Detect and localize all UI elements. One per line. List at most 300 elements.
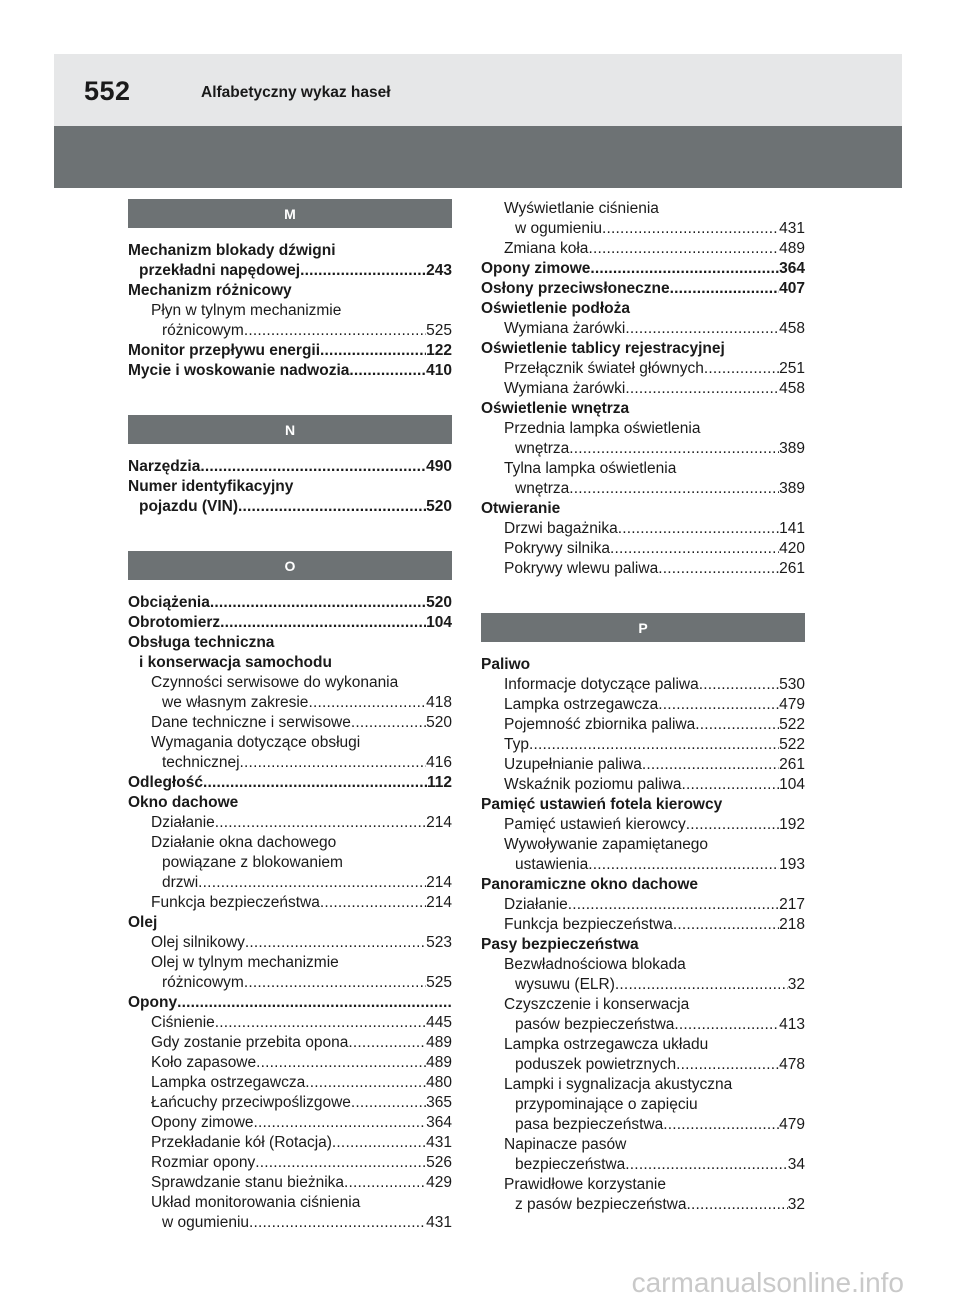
index-entry-text: Otwieranie xyxy=(481,500,561,517)
dot-leader xyxy=(681,775,779,795)
index-entry-text: w ogumieniu xyxy=(515,220,603,237)
index-entry-page[interactable]: 522 xyxy=(779,716,805,733)
index-entry-page[interactable]: 489 xyxy=(426,1054,452,1071)
section-band xyxy=(54,126,902,188)
dot-leader xyxy=(351,1093,426,1113)
index-entry-page[interactable]: 416 xyxy=(426,754,452,771)
index-entry xyxy=(128,1073,452,1093)
index-entry-text: wysuwu (ELR) xyxy=(515,976,615,993)
dot-leader xyxy=(618,519,779,539)
index-entry xyxy=(128,973,452,993)
index-entry xyxy=(481,459,805,479)
letter-heading-p: P xyxy=(481,613,805,642)
index-entry-text: bezpieczeństwa xyxy=(515,1156,626,1173)
dot-leader xyxy=(177,993,452,1013)
index-entry-text: Numer identyfikacyjny xyxy=(128,478,294,495)
index-entry xyxy=(481,559,805,579)
index-entry-text: Opony xyxy=(128,994,178,1011)
index-entry xyxy=(481,199,805,219)
index-entry xyxy=(128,1173,452,1193)
index-entry-text: Układ monitorowania ciśnienia xyxy=(151,1194,361,1211)
index-entry xyxy=(128,853,452,873)
index-entry xyxy=(481,359,805,379)
dot-leader xyxy=(673,915,779,935)
index-entry-text: Obciążenia xyxy=(128,594,210,611)
index-entry xyxy=(128,873,452,893)
index-entry-page[interactable]: 479 xyxy=(779,696,805,713)
index-entry-page[interactable]: 217 xyxy=(779,896,805,913)
index-entry-text: Dane techniczne i serwisowe xyxy=(151,714,351,731)
index-entry xyxy=(481,259,805,279)
index-entry-text: Narzędzia xyxy=(128,458,201,475)
index-entry-text: Działanie xyxy=(504,896,568,913)
dot-leader xyxy=(590,259,779,279)
index-entry-text: Panoramiczne okno dachowe xyxy=(481,876,699,893)
dot-leader xyxy=(200,457,426,477)
index-entry-page[interactable]: 243 xyxy=(426,262,452,279)
index-entry xyxy=(128,301,452,321)
index-entry-text: Odległość xyxy=(128,774,203,791)
index-entry xyxy=(481,895,805,915)
dot-leader xyxy=(351,713,426,733)
index-entry-page[interactable]: 478 xyxy=(779,1056,805,1073)
index-entry-text: Sprawdzanie stanu bieżnika xyxy=(151,1174,345,1191)
index-entry-text: ustawienia xyxy=(515,856,589,873)
dot-leader xyxy=(529,735,779,755)
dot-leader xyxy=(240,753,427,773)
index-entry-text: Pokrywy silnika xyxy=(504,540,610,557)
index-entry-text: Oświetlenie podłoża xyxy=(481,300,630,317)
index-entry xyxy=(481,1195,805,1215)
index-entry-text: Olej w tylnym mechanizmie xyxy=(151,954,339,971)
dot-leader xyxy=(198,873,426,893)
index-entry-text: przekładni napędowej xyxy=(139,262,301,279)
index-entry-page[interactable]: 420 xyxy=(779,540,805,557)
index-entry xyxy=(481,239,805,259)
dot-leader xyxy=(308,693,426,713)
index-entry xyxy=(128,753,452,773)
index-entry xyxy=(128,497,452,517)
index-entry xyxy=(481,1135,805,1155)
index-entry-text: Przełącznik świateł głównych xyxy=(504,360,704,377)
index-entry xyxy=(481,835,805,855)
index-entry xyxy=(481,695,805,715)
index-entry-text: Ciśnienie xyxy=(151,1014,215,1031)
index-entry xyxy=(128,913,452,933)
index-entry xyxy=(481,1155,805,1175)
dot-leader xyxy=(256,1053,426,1073)
dot-leader xyxy=(686,815,779,835)
index-entry-text: Pokrywy wlewu paliwa xyxy=(504,560,659,577)
index-entry-page[interactable]: 431 xyxy=(426,1134,452,1151)
index-entry-page[interactable]: 520 xyxy=(426,498,452,515)
index-entry-page[interactable]: 214 xyxy=(426,894,452,911)
index-entry xyxy=(128,833,452,853)
index-entry-text: Napinacze pasów xyxy=(504,1136,627,1153)
letter-heading-n: N xyxy=(128,415,452,444)
index-entry-text: Rozmiar opony xyxy=(151,1154,256,1171)
index-entry xyxy=(481,1075,805,1095)
index-entry-page[interactable]: 104 xyxy=(426,614,452,631)
index-group-p xyxy=(481,655,805,1215)
dot-leader xyxy=(249,1213,426,1233)
watermark: carmanualsonline.info xyxy=(631,1267,904,1298)
index-entry xyxy=(128,341,452,361)
dot-leader xyxy=(215,813,426,833)
index-entry xyxy=(128,1153,452,1173)
index-entry-text: Wymiana żarówki xyxy=(504,320,626,337)
index-entry xyxy=(128,1113,452,1133)
index-entry xyxy=(481,715,805,735)
index-entry-text: Pamięć ustawień fotela kierowcy xyxy=(481,796,723,813)
index-entry-text: Bezwładnościowa blokada xyxy=(504,956,686,973)
index-group-m xyxy=(128,241,452,381)
index-entry xyxy=(128,477,452,497)
index-entry-text: Pasy bezpieczeństwa xyxy=(481,936,639,953)
index-entry xyxy=(481,279,805,299)
index-entry xyxy=(481,675,805,695)
dot-leader xyxy=(254,1113,427,1133)
dot-leader xyxy=(625,319,779,339)
index-entry-page[interactable]: 413 xyxy=(779,1016,805,1033)
index-entry-text: Czynności serwisowe do wykonania xyxy=(151,674,399,691)
index-entry-page[interactable]: 32 xyxy=(787,1196,805,1213)
index-entry xyxy=(128,673,452,693)
dot-leader xyxy=(676,1055,779,1075)
index-entry-text: Przednia lampka oświetlenia xyxy=(504,420,701,437)
index-entry-page[interactable]: 32 xyxy=(787,976,805,993)
index-entry-text: drzwi xyxy=(162,874,199,891)
index-entry-page[interactable]: 410 xyxy=(426,362,452,379)
index-entry-text: Tylna lampka oświetlenia xyxy=(504,460,677,477)
page-number: 552 xyxy=(84,76,131,106)
index-entry xyxy=(481,795,805,815)
dot-leader xyxy=(245,933,426,953)
index-entry-page[interactable]: 530 xyxy=(779,676,805,693)
index-entry xyxy=(128,693,452,713)
page-title: Alfabetyczny wykaz haseł xyxy=(201,84,391,101)
index-entry xyxy=(481,995,805,1015)
dot-leader xyxy=(348,1033,426,1053)
index-entry-text: Zmiana koła xyxy=(504,240,589,257)
index-entry xyxy=(128,1093,452,1113)
index-entry xyxy=(128,261,452,281)
index-entry xyxy=(128,993,452,1013)
index-entry-text: Mechanizm blokady dźwigni xyxy=(128,242,336,259)
index-entry-page[interactable]: 522 xyxy=(779,736,805,753)
index-entry-page[interactable]: 214 xyxy=(426,874,452,891)
index-entry-text: Działanie okna dachowego xyxy=(151,834,337,851)
dot-leader xyxy=(568,895,779,915)
index-entry-text: Olej silnikowy xyxy=(151,934,245,951)
dot-leader xyxy=(588,239,779,259)
index-entry-text: Pojemność zbiornika paliwa xyxy=(504,716,696,733)
dot-leader xyxy=(686,1195,787,1215)
index-entry xyxy=(481,755,805,775)
index-column-right xyxy=(481,199,805,1215)
dot-leader xyxy=(625,379,779,399)
index-entry-page[interactable]: 525 xyxy=(426,974,452,991)
dot-leader xyxy=(569,439,779,459)
index-entry-text: Lampka ostrzegawcza xyxy=(151,1074,306,1091)
index-entry xyxy=(128,1033,452,1053)
dot-leader xyxy=(674,1015,779,1035)
index-entry xyxy=(128,653,452,673)
dot-leader xyxy=(215,1013,426,1033)
dot-leader xyxy=(332,1133,426,1153)
index-entry-page[interactable]: 192 xyxy=(779,816,805,833)
dot-leader xyxy=(220,613,426,633)
index-entry-text: Obsługa techniczna xyxy=(128,634,275,651)
index-entry xyxy=(128,893,452,913)
index-entry xyxy=(481,499,805,519)
dot-leader xyxy=(695,715,779,735)
index-entry-page[interactable]: 431 xyxy=(779,220,805,237)
index-entry-text: powiązane z blokowaniem xyxy=(162,854,343,871)
index-entry-text: Funkcja bezpieczeństwa xyxy=(151,894,320,911)
dot-leader xyxy=(658,695,779,715)
index-entry-text: Łańcuchy przeciwpoślizgowe xyxy=(151,1094,351,1111)
index-entry xyxy=(481,1015,805,1035)
index-entry-text: Olej xyxy=(128,914,158,931)
index-entry-text: Osłony przeciwsłoneczne xyxy=(481,280,670,297)
index-entry xyxy=(481,955,805,975)
index-entry-page[interactable]: 523 xyxy=(426,934,452,951)
index-entry xyxy=(128,1053,452,1073)
index-entry xyxy=(481,1035,805,1055)
index-entry xyxy=(481,419,805,439)
index-entry-page[interactable]: 261 xyxy=(779,756,805,773)
index-entry-text: Informacje dotyczące paliwa xyxy=(504,676,699,693)
index-entry xyxy=(481,875,805,895)
dot-leader xyxy=(238,497,426,517)
index-entry-page[interactable]: 445 xyxy=(426,1014,452,1031)
index-entry-text: Opony zimowe xyxy=(151,1114,254,1131)
index-entry xyxy=(481,479,805,499)
index-entry-text: Czyszczenie i konserwacja xyxy=(504,996,690,1013)
index-entry xyxy=(128,1133,452,1153)
index-entry xyxy=(481,539,805,559)
index-entry xyxy=(481,655,805,675)
index-entry xyxy=(128,361,452,381)
index-entry-text: Oświetlenie tablicy rejestracyjnej xyxy=(481,340,725,357)
index-entry xyxy=(481,1115,805,1135)
index-entry-text: Przekładanie kół (Rotacja) xyxy=(151,1134,332,1151)
index-entry-text: Funkcja bezpieczeństwa xyxy=(504,916,673,933)
index-entry-text: Opony zimowe xyxy=(481,260,591,277)
index-entry-text: różnicowym xyxy=(162,974,244,991)
index-entry xyxy=(481,775,805,795)
index-entry-page[interactable]: 458 xyxy=(779,380,805,397)
index-entry-page[interactable]: 112 xyxy=(426,774,452,791)
dot-leader xyxy=(300,261,426,281)
index-entry xyxy=(128,633,452,653)
index-entry xyxy=(481,735,805,755)
index-entry xyxy=(481,1175,805,1195)
dot-leader xyxy=(320,341,426,361)
index-entry xyxy=(128,1213,452,1233)
index-entry-page[interactable]: 407 xyxy=(779,280,805,297)
index-entry-text: Wywoływanie zapamiętanego xyxy=(504,836,709,853)
index-entry-text: we własnym zakresie xyxy=(162,694,309,711)
index-entry-page[interactable]: 193 xyxy=(779,856,805,873)
index-entry-text: Wymagania dotyczące obsługi xyxy=(151,734,361,751)
index-entry-page[interactable]: 104 xyxy=(779,776,805,793)
index-entry xyxy=(481,855,805,875)
index-entry-page[interactable]: 364 xyxy=(426,1114,452,1131)
index-entry xyxy=(128,813,452,833)
dot-leader xyxy=(615,975,788,995)
index-entry-page[interactable]: 389 xyxy=(779,480,805,497)
dot-leader xyxy=(569,479,779,499)
index-entry xyxy=(481,915,805,935)
index-entry-page[interactable]: 218 xyxy=(779,916,805,933)
index-entry-page[interactable]: 520 xyxy=(426,594,452,611)
index-entry-page[interactable]: 251 xyxy=(779,360,805,377)
index-group-o xyxy=(128,593,452,1233)
index-entry-text: Wskaźnik poziomu paliwa xyxy=(504,776,682,793)
index-entry xyxy=(481,519,805,539)
index-entry-page[interactable]: 389 xyxy=(779,440,805,457)
index-entry xyxy=(481,399,805,419)
index-entry-text: przypominające o zapięciu xyxy=(515,1096,698,1113)
index-entry-page[interactable]: 480 xyxy=(426,1074,452,1091)
index-entry-text: z pasów bezpieczeństwa xyxy=(515,1196,687,1213)
dot-leader xyxy=(344,1173,426,1193)
index-entry xyxy=(481,439,805,459)
index-entry xyxy=(481,975,805,995)
index-entry-text: Wyświetlanie ciśnienia xyxy=(504,200,659,217)
index-entry-text: pasów bezpieczeństwa xyxy=(515,1016,675,1033)
index-entry-page[interactable]: 479 xyxy=(779,1116,805,1133)
index-entry xyxy=(481,935,805,955)
index-group-n xyxy=(128,457,452,517)
dot-leader xyxy=(349,361,426,381)
dot-leader xyxy=(670,279,779,299)
dot-leader xyxy=(210,593,426,613)
index-entry xyxy=(481,379,805,399)
index-entry-text: poduszek powietrznych xyxy=(515,1056,677,1073)
index-entry-page[interactable]: 365 xyxy=(426,1094,452,1111)
index-entry-page[interactable]: 429 xyxy=(426,1174,452,1191)
index-entry-text: Koło zapasowe xyxy=(151,1054,257,1071)
index-entry-page[interactable]: 490 xyxy=(426,458,452,475)
dot-leader xyxy=(203,773,427,793)
index-entry-text: i konserwacja samochodu xyxy=(139,654,332,671)
dot-leader xyxy=(663,1115,779,1135)
dot-leader xyxy=(244,973,426,993)
dot-leader xyxy=(704,359,779,379)
index-entry xyxy=(481,339,805,359)
index-entry-text: Okno dachowe xyxy=(128,794,239,811)
index-entry-text: Paliwo xyxy=(481,656,531,673)
dot-leader xyxy=(588,855,779,875)
dot-leader xyxy=(658,559,779,579)
dot-leader xyxy=(255,1153,426,1173)
index-entry xyxy=(128,281,452,301)
index-entry-page[interactable]: 525 xyxy=(426,322,452,339)
index-entry xyxy=(128,613,452,633)
index-entry xyxy=(128,457,452,477)
index-entry-text: Drzwi bagażnika xyxy=(504,520,618,537)
index-entry-text: Płyn w tylnym mechanizmie xyxy=(151,302,342,319)
index-entry-page[interactable]: 364 xyxy=(779,260,805,277)
index-entry-text: pojazdu (VIN) xyxy=(139,498,239,515)
index-entry-page[interactable]: 526 xyxy=(426,1154,452,1171)
index-entry xyxy=(128,1013,452,1033)
index-entry xyxy=(128,1193,452,1213)
index-entry-page[interactable]: 489 xyxy=(426,1034,452,1051)
letter-heading-o: O xyxy=(128,551,452,580)
index-entry-text: wnętrza xyxy=(515,440,570,457)
index-entry xyxy=(128,953,452,973)
dot-leader xyxy=(610,539,779,559)
index-entry-page[interactable]: 214 xyxy=(426,814,452,831)
index-entry-text: Mechanizm różnicowy xyxy=(128,282,292,299)
index-entry xyxy=(481,299,805,319)
index-entry-text: w ogumieniu xyxy=(162,1214,250,1231)
index-entry-page[interactable]: 489 xyxy=(779,240,805,257)
index-entry-page[interactable]: 458 xyxy=(779,320,805,337)
dot-leader xyxy=(602,219,779,239)
index-entry xyxy=(481,219,805,239)
index-entry xyxy=(481,1055,805,1075)
index-entry-text: Oświetlenie wnętrza xyxy=(481,400,630,417)
header-band xyxy=(54,54,902,126)
index-entry-page[interactable]: 34 xyxy=(787,1156,805,1173)
index-entry-page[interactable]: 418 xyxy=(426,694,452,711)
index-entry xyxy=(481,815,805,835)
dot-leader xyxy=(320,893,426,913)
index-entry-text: pasa bezpieczeństwa xyxy=(515,1116,664,1133)
index-group-o-continued xyxy=(481,199,805,579)
index-entry-text: Prawidłowe korzystanie xyxy=(504,1176,666,1193)
index-entry xyxy=(481,319,805,339)
index-entry-page[interactable]: 520 xyxy=(426,714,452,731)
dot-leader xyxy=(699,675,779,695)
index-column-left xyxy=(128,199,452,1233)
index-entry-text: Lampka ostrzegawcza xyxy=(504,696,659,713)
index-entry xyxy=(128,593,452,613)
dot-leader xyxy=(642,755,779,775)
index-entry-page[interactable]: 431 xyxy=(426,1214,452,1231)
index-entry xyxy=(128,713,452,733)
index-entry xyxy=(128,933,452,953)
index-entry xyxy=(481,1095,805,1115)
index-entry-text: Lampki i sygnalizacja akustyczna xyxy=(504,1076,733,1093)
index-entry-page[interactable]: 122 xyxy=(426,342,452,359)
index-entry-text: Pamięć ustawień kierowcy xyxy=(504,816,686,833)
index-entry-text: Lampka ostrzegawcza układu xyxy=(504,1036,709,1053)
index-entry-text: Typ xyxy=(504,736,529,753)
index-entry-page[interactable]: 261 xyxy=(779,560,805,577)
index-entry xyxy=(128,241,452,261)
index-entry-text: wnętrza xyxy=(515,480,570,497)
index-entry xyxy=(128,321,452,341)
index-entry-text: Wymiana żarówki xyxy=(504,380,626,397)
dot-leader xyxy=(244,321,426,341)
index-entry-text: Gdy zostanie przebita opona xyxy=(151,1034,349,1051)
dot-leader xyxy=(305,1073,426,1093)
index-entry-text: różnicowym xyxy=(162,322,244,339)
index-entry-text: technicznej xyxy=(162,754,240,771)
index-entry-page[interactable]: 141 xyxy=(779,520,805,537)
index-entry-text: Obrotomierz xyxy=(128,614,221,631)
index-entry xyxy=(128,793,452,813)
dot-leader xyxy=(625,1155,787,1175)
index-entry xyxy=(128,773,452,793)
index-entry-text: Uzupełnianie paliwa xyxy=(504,756,642,773)
